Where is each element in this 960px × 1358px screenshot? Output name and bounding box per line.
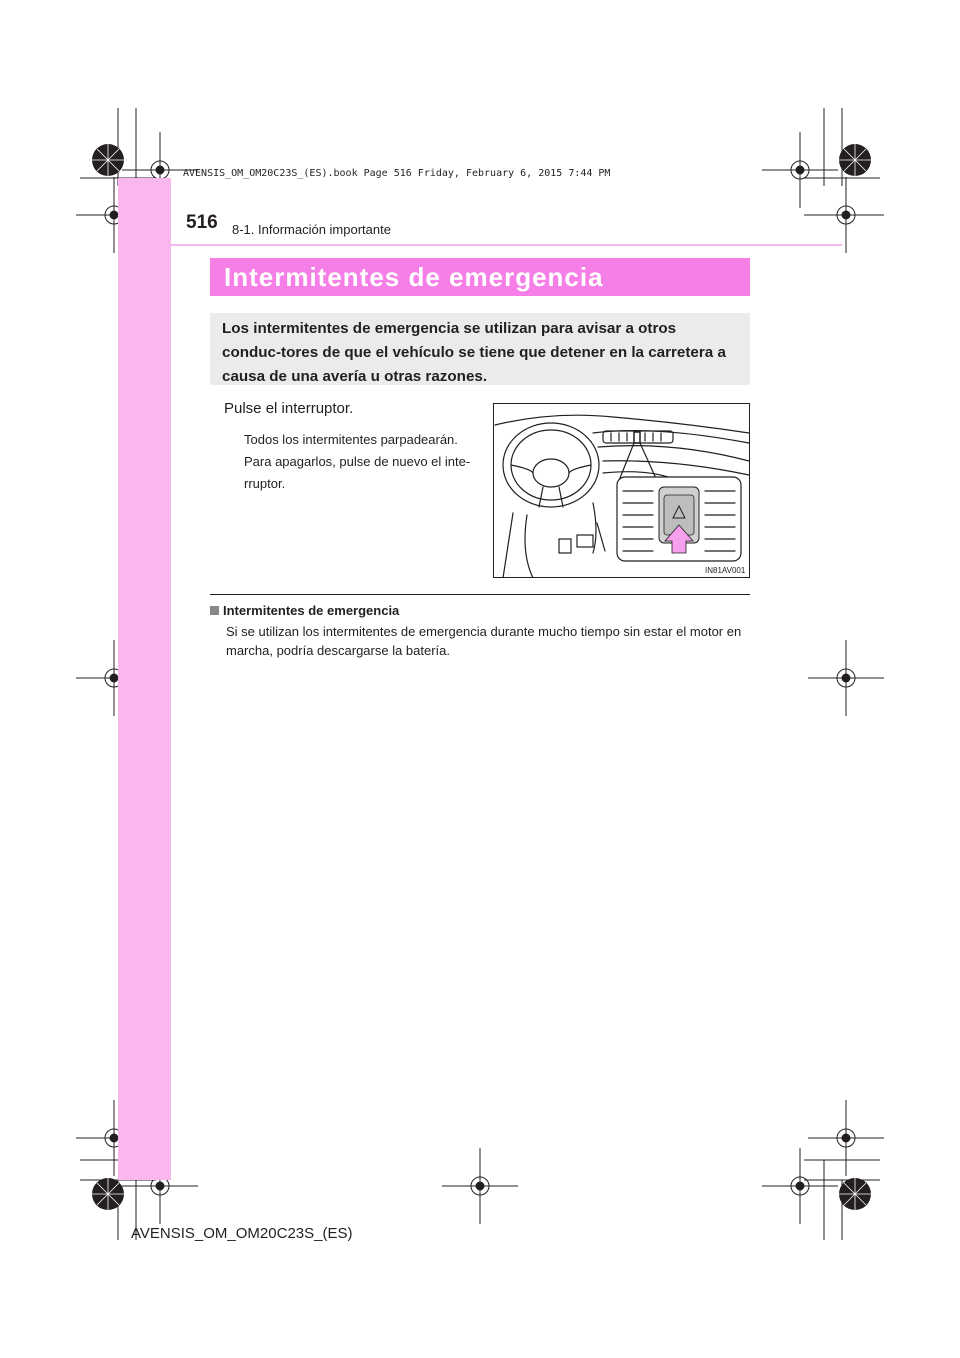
page-title: Intermitentes de emergencia xyxy=(224,262,604,292)
hazard-switch-illustration xyxy=(493,403,750,578)
note-heading xyxy=(210,603,399,618)
note-divider xyxy=(210,594,750,595)
book-stamp: AVENSIS_OM_OM20C23S_(ES).book Page 516 Friday, February 6, 2015 7:44 PM xyxy=(183,168,611,179)
figure-code: IN81AV001 xyxy=(705,566,746,575)
header-rule xyxy=(118,244,842,246)
note-body: Si se utilizan los intermitentes de emergencia durante mucho tiempo sin estar el motor en marcha, podría descargarse la batería. xyxy=(226,624,742,658)
note-heading-text: Intermitentes de emergencia xyxy=(223,603,400,618)
result-text: Todos los intermitentes parpadearán. Para apagarlos, pulse de nuevo el inte-rruptor. xyxy=(244,432,471,491)
section-title: 8-1. Información importante xyxy=(232,222,391,237)
side-tab-strip xyxy=(118,178,171,1180)
square-bullet-icon xyxy=(210,606,219,615)
instruction-text: Pulse el interruptor. xyxy=(224,400,354,417)
page-number: 516 xyxy=(186,212,218,233)
intro-box: Los intermitentes de emergencia se utilizan para avisar a otros conduc-tores de que el vehículo se tiene que detener en la carretera a causa de una avería u otras razones. xyxy=(210,313,750,385)
title-bar xyxy=(210,258,750,296)
footer-code: AVENSIS_OM_OM20C23S_(ES) xyxy=(131,1225,353,1242)
